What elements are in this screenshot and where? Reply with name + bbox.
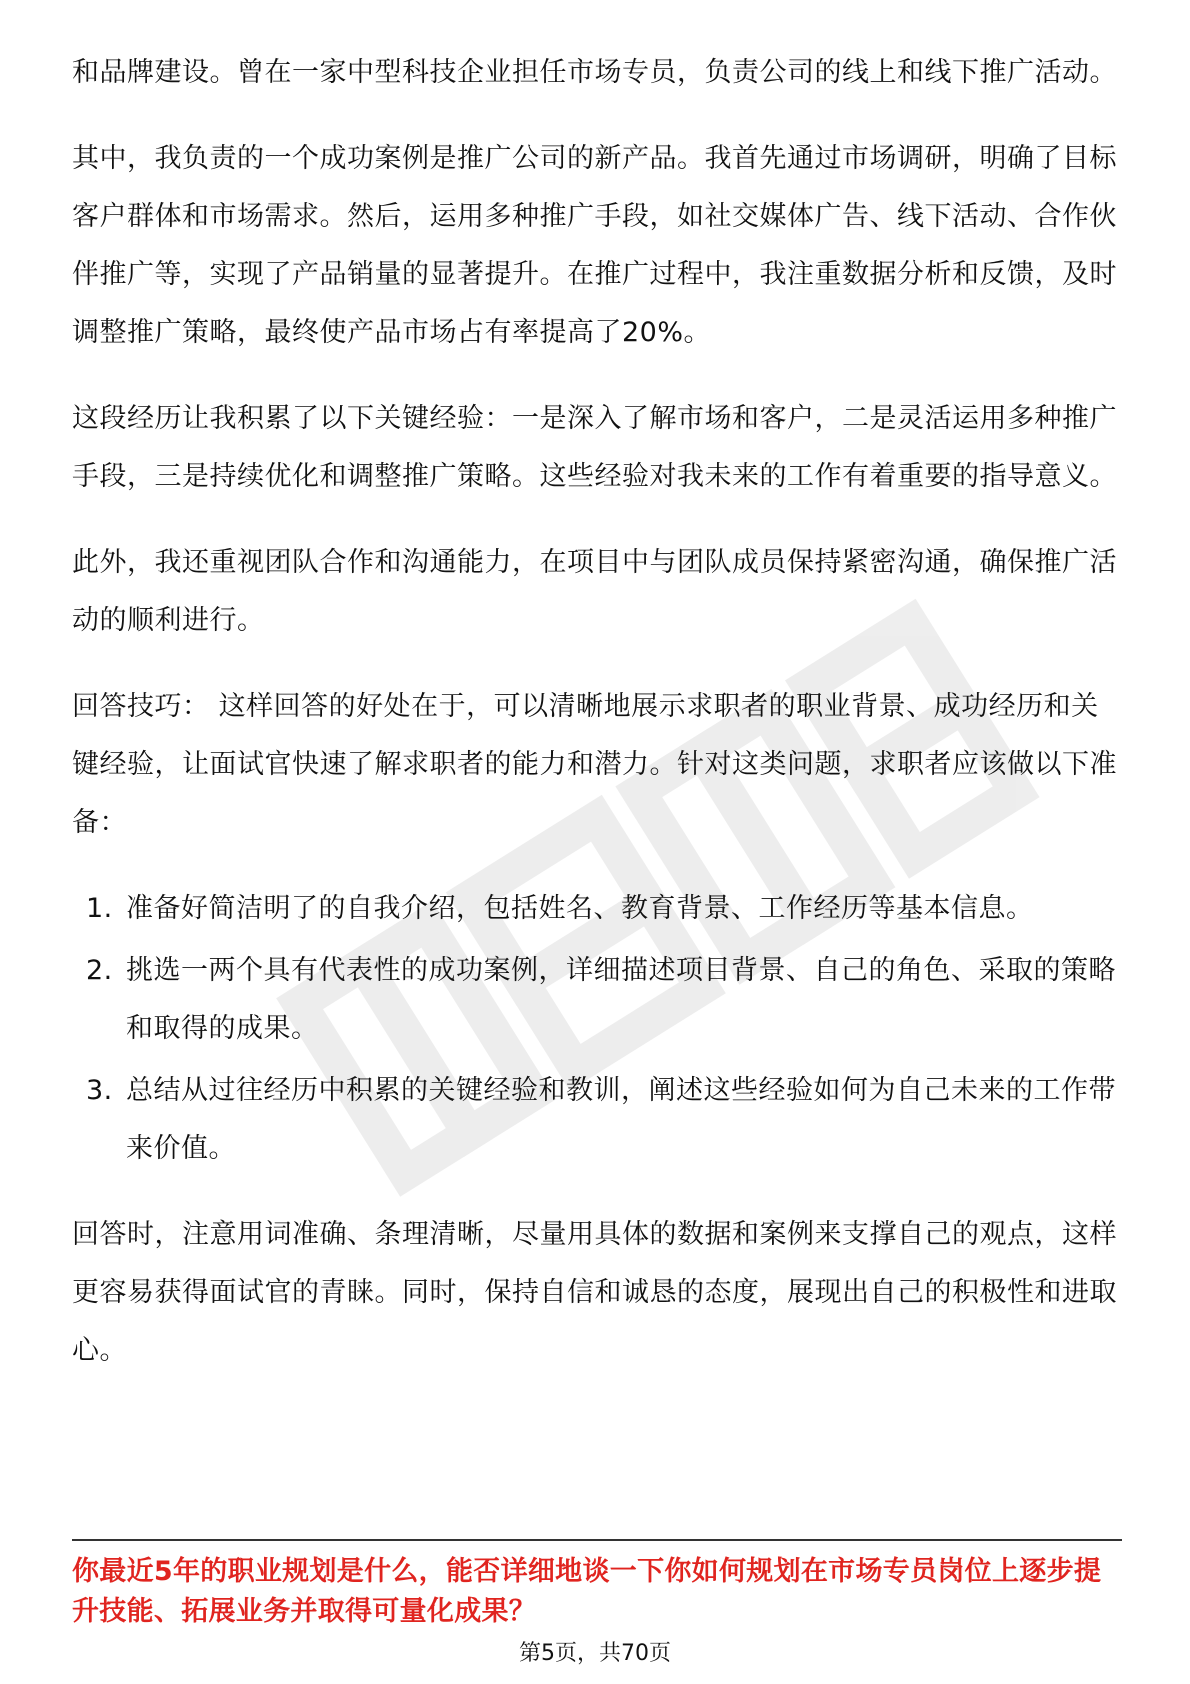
- next-question-heading: 你最近5年的职业规划是什么，能否详细地谈一下你如何规划在市场专员岗位上逐步提升技能、拓展业务并取得可量化成果？: [72, 1556, 1102, 1627]
- section-divider: [72, 1539, 1122, 1541]
- list-item: [72, 1062, 1122, 1178]
- list-item-text: 准备好简洁明了的自我介绍，包括姓名、教育背景、工作经历等基本信息。: [126, 893, 1034, 924]
- preparation-list: [72, 880, 1122, 1178]
- list-item: [72, 942, 1122, 1058]
- list-number: 2.: [86, 955, 113, 986]
- list-number: 3.: [86, 1075, 113, 1106]
- paragraph-success-case: 其中，我负责的一个成功案例是推广公司的新产品。我首先通过市场调研，明确了目标客户群体和市场需求。然后，运用多种推广手段，如社交媒体广告、线下活动、合作伙伴推广等，实现了产品销量的显著提升。在推广过程中，我注重数据分析和反馈，及时调整推广策略，最终使产品市场占有率提高了20%。: [72, 143, 1117, 348]
- paragraph-answer-tips: 回答技巧： 这样回答的好处在于，可以清晰地展示求职者的职业背景、成功经历和关键经验，让面试官快速了解求职者的能力和潜力。针对这类问题，求职者应该做以下准备：: [72, 691, 1117, 838]
- list-item-text: 挑选一两个具有代表性的成功案例，详细描述项目背景、自己的角色、采取的策略和取得的成果。: [126, 955, 1116, 1044]
- main-content: [72, 44, 1122, 1408]
- list-number: 1.: [86, 893, 113, 924]
- paragraph-closing-advice: 回答时，注意用词准确、条理清晰，尽量用具体的数据和案例来支撑自己的观点，这样更容易获得面试官的青睐。同时，保持自信和诚恳的态度，展现出自己的积极性和进取心。: [72, 1219, 1117, 1366]
- paragraph-teamwork: 此外，我还重视团队合作和沟通能力，在项目中与团队成员保持紧密沟通，确保推广活动的顺利进行。: [72, 547, 1117, 636]
- page-number-footer: 第5页，共70页: [519, 1641, 671, 1666]
- paragraph-key-experience: 这段经历让我积累了以下关键经验：一是深入了解市场和客户，二是灵活运用多种推广手段，三是持续优化和调整推广策略。这些经验对我未来的工作有着重要的指导意义。: [72, 403, 1117, 492]
- list-item: [72, 880, 1122, 938]
- paragraph-intro-continued: 和品牌建设。曾在一家中型科技企业担任市场专员，负责公司的线上和线下推广活动。: [72, 57, 1117, 88]
- list-item-text: 总结从过往经历中积累的关键经验和教训，阐述这些经验如何为自己未来的工作带来价值。: [126, 1075, 1116, 1164]
